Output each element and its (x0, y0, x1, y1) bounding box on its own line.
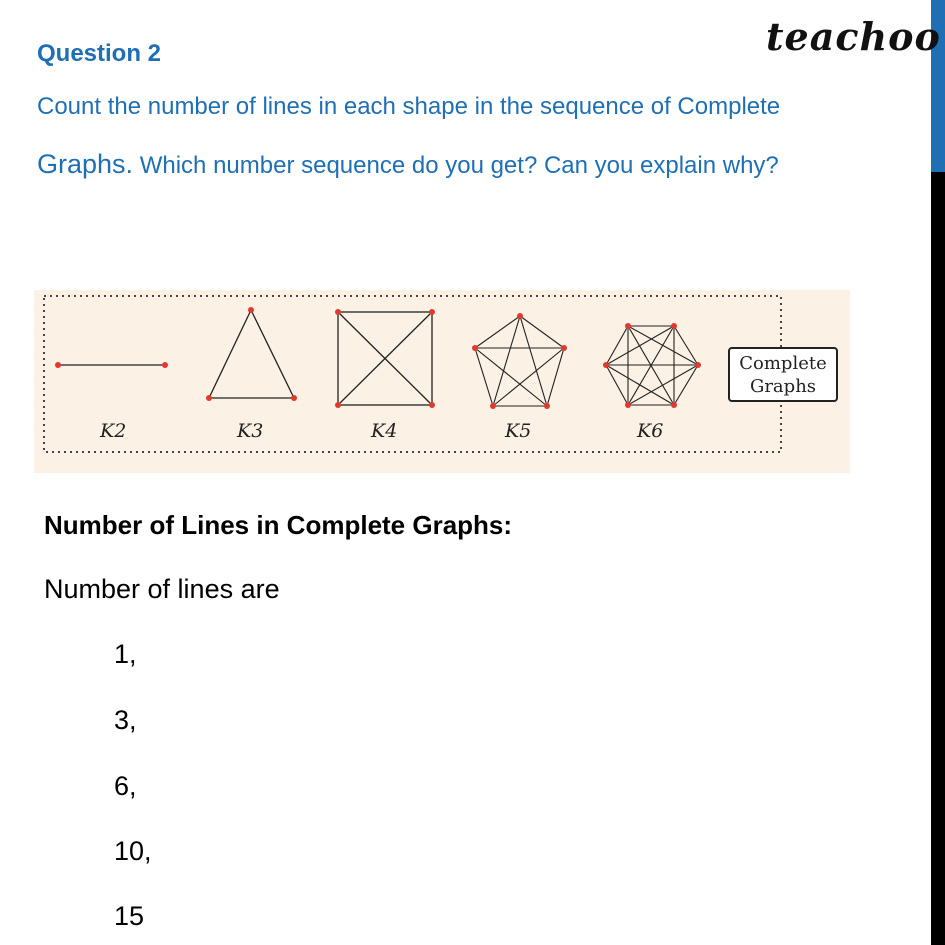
label-k3: K3 (237, 420, 264, 442)
complete-graphs-box-line2: Graphs (749, 375, 817, 397)
question-label: Question 2 (37, 40, 162, 67)
label-k4: K4 (371, 420, 398, 442)
graph-k5-vertices (472, 313, 567, 409)
sequence-item: 3, (114, 705, 137, 735)
label-k6: K6 (637, 420, 664, 442)
graph-k3-vertices (206, 307, 297, 401)
complete-graphs-figure (34, 290, 850, 473)
answer-intro: Number of lines are (44, 574, 280, 604)
brand-logo: teachoo (766, 14, 941, 59)
answer-heading: Number of Lines in Complete Graphs: (44, 510, 513, 540)
label-k2: K2 (100, 420, 127, 442)
complete-graphs-box-line1: Complete (739, 352, 827, 374)
label-k5: K5 (505, 420, 532, 442)
sequence-item: 10, (114, 836, 152, 866)
dotted-frame (44, 296, 781, 452)
question-text-graphs: Graphs. (37, 149, 134, 179)
question-text-rest: Which number sequence do you get? Can you explain why? (133, 152, 779, 179)
graph-k3 (209, 310, 294, 398)
graph-k6 (606, 326, 698, 405)
question-text-line2 (37, 149, 779, 180)
sequence-item: 6, (114, 771, 137, 801)
graph-k4 (338, 312, 432, 405)
graph-k5 (475, 316, 564, 406)
complete-graphs-box (728, 347, 838, 402)
sequence-item: 1, (114, 639, 137, 669)
question-text-line1: Count the number of lines in each shape in the sequence of Complete (37, 93, 781, 120)
sequence-item: 15 (114, 901, 145, 931)
